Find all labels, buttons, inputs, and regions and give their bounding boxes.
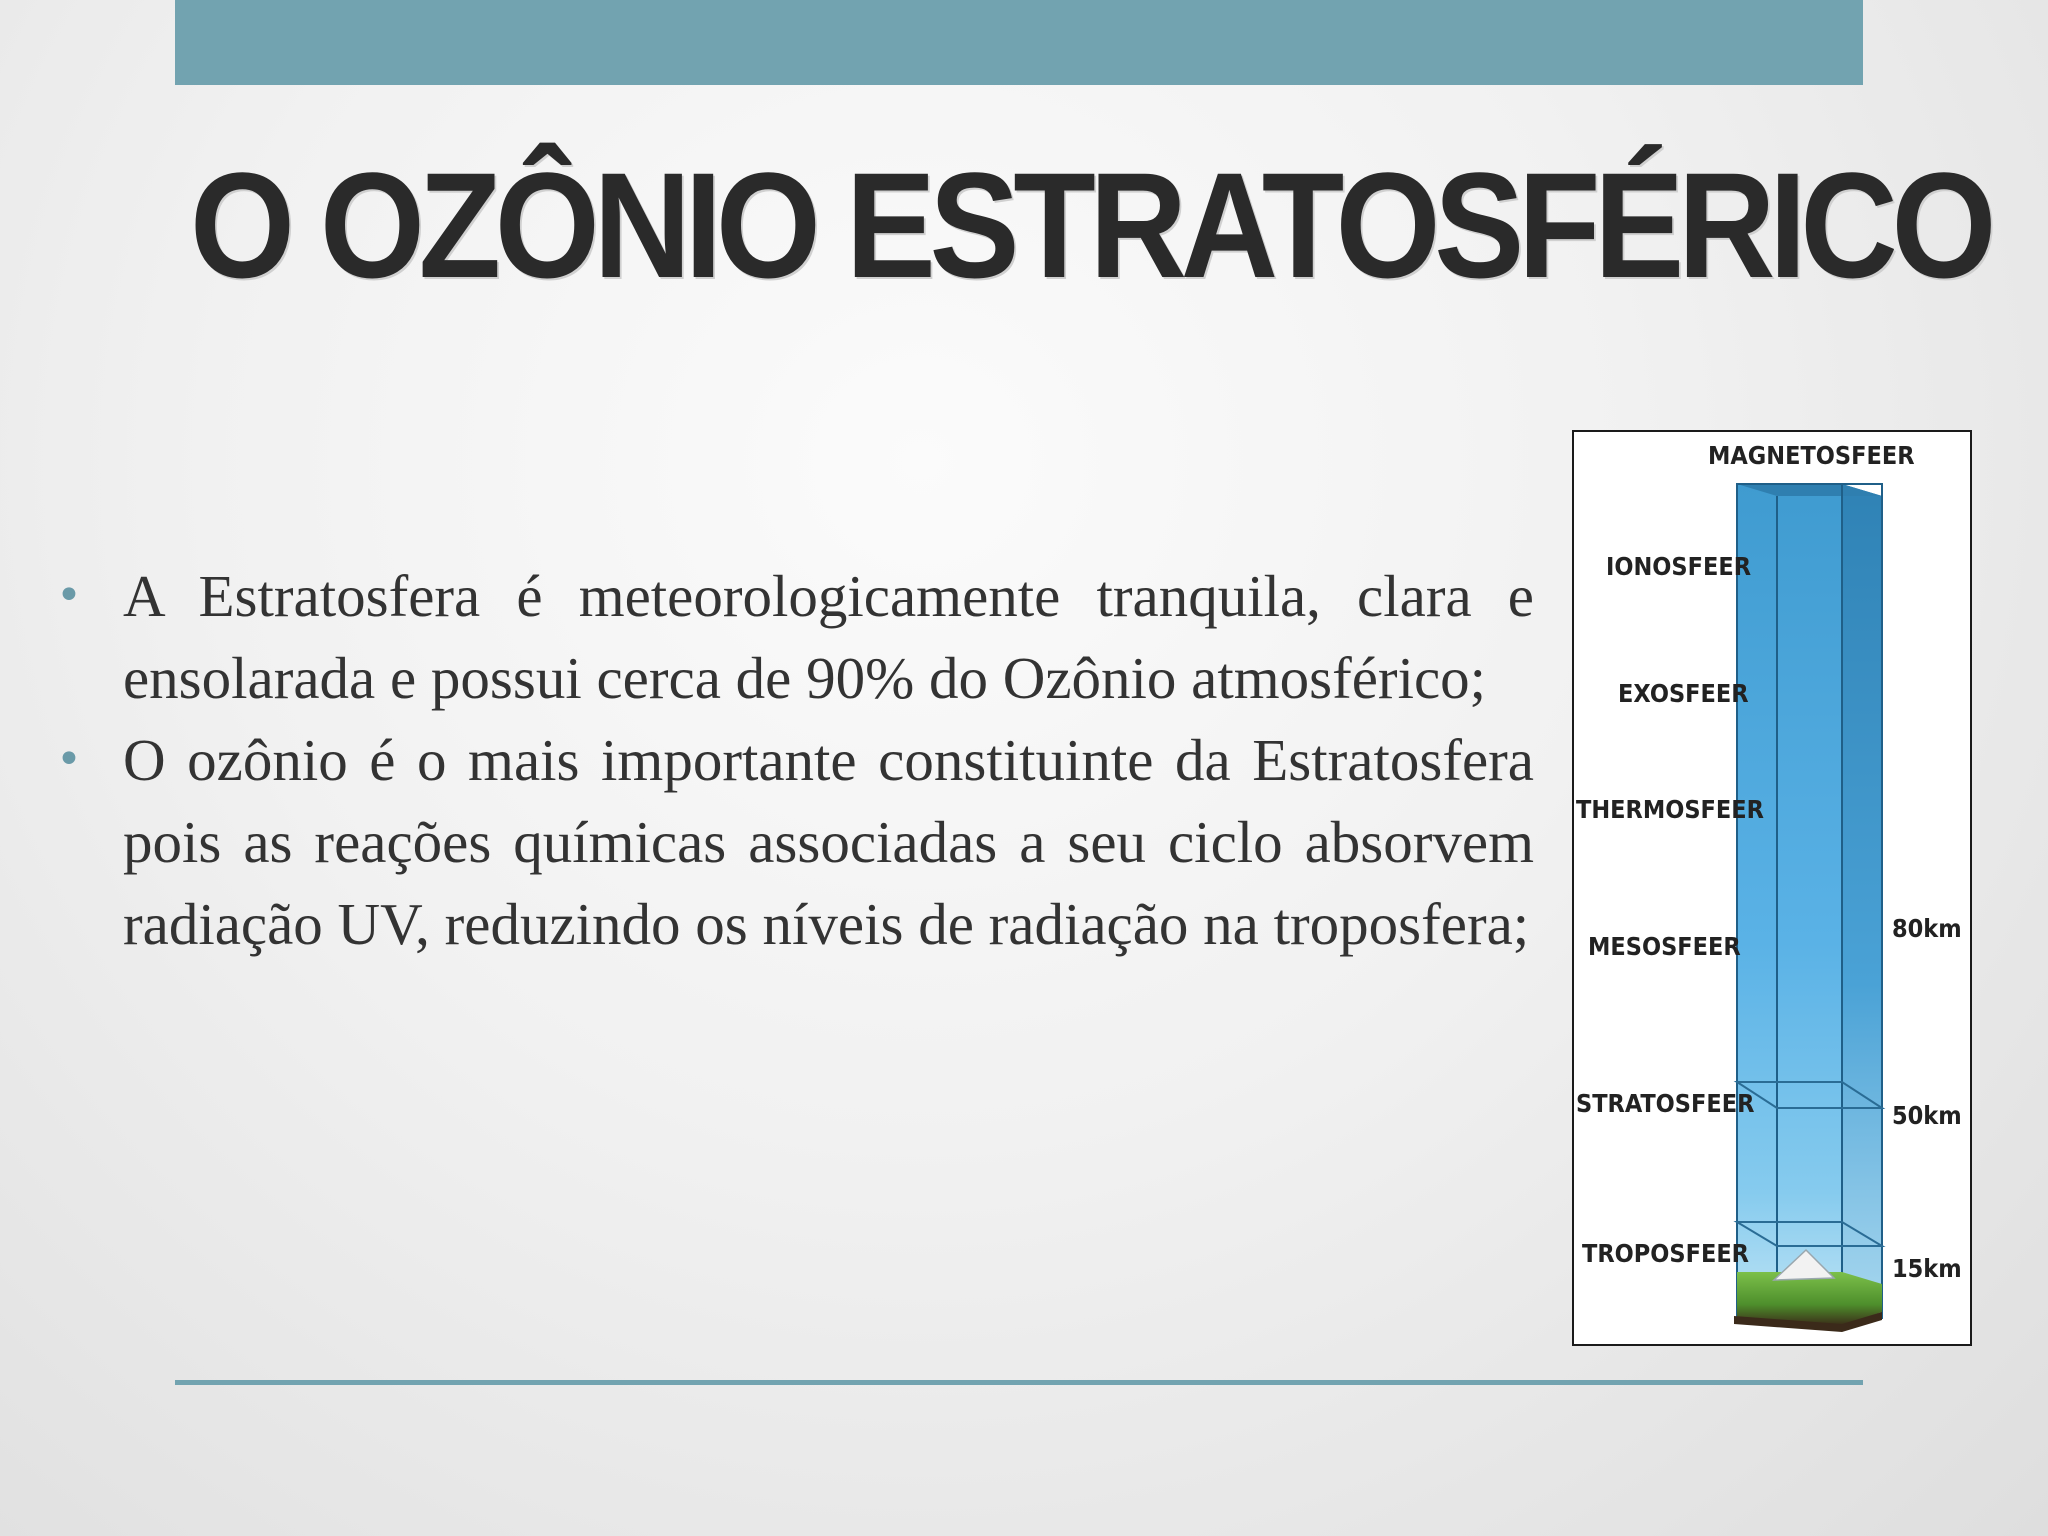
bullet-dot-icon: • — [56, 570, 82, 621]
bullet-item — [56, 719, 1534, 965]
altitude-label-15km: 15km — [1892, 1254, 1962, 1283]
atmosphere-layers-diagram — [1572, 430, 1972, 1346]
bottom-accent-rule — [175, 1380, 1863, 1385]
slide-title: O OZÔNIO ESTRATOSFÉRICO — [190, 141, 1991, 309]
altitude-label-50km: 50km — [1892, 1101, 1962, 1130]
layer-label-magnetosfeer: MAGNETOSFEER — [1708, 441, 1915, 470]
bullet-dot-icon: • — [56, 734, 82, 785]
bullet-text: A Estratosfera é meteorologicamente tranquila, clara e ensolarada e possui cerca de 90% do Ozônio atmosférico; — [123, 563, 1534, 711]
column-side-face — [1842, 484, 1882, 1318]
layer-label-mesosfeer: MESOSFEER — [1588, 932, 1741, 961]
bullet-text: O ozônio é o mais importante constituinte da Estratosfera pois as reações químicas associadas a seu ciclo absorvem radiação UV, reduzindo os níveis de radiação na troposfera; — [123, 727, 1534, 957]
layer-label-thermosfeer: THERMOSFEER — [1576, 795, 1764, 824]
layer-label-stratosfeer: STRATOSFEER — [1576, 1089, 1755, 1118]
atmosphere-column-illustration — [1574, 432, 1970, 1344]
bullet-item — [56, 555, 1534, 719]
layer-label-troposfeer: TROPOSFEER — [1582, 1239, 1750, 1268]
bullet-list — [56, 555, 1534, 965]
layer-label-exosfeer: EXOSFEER — [1618, 679, 1749, 708]
altitude-label-80km: 80km — [1892, 914, 1962, 943]
layer-label-ionosfeer: IONOSFEER — [1606, 552, 1752, 581]
top-accent-bar — [175, 0, 1863, 85]
